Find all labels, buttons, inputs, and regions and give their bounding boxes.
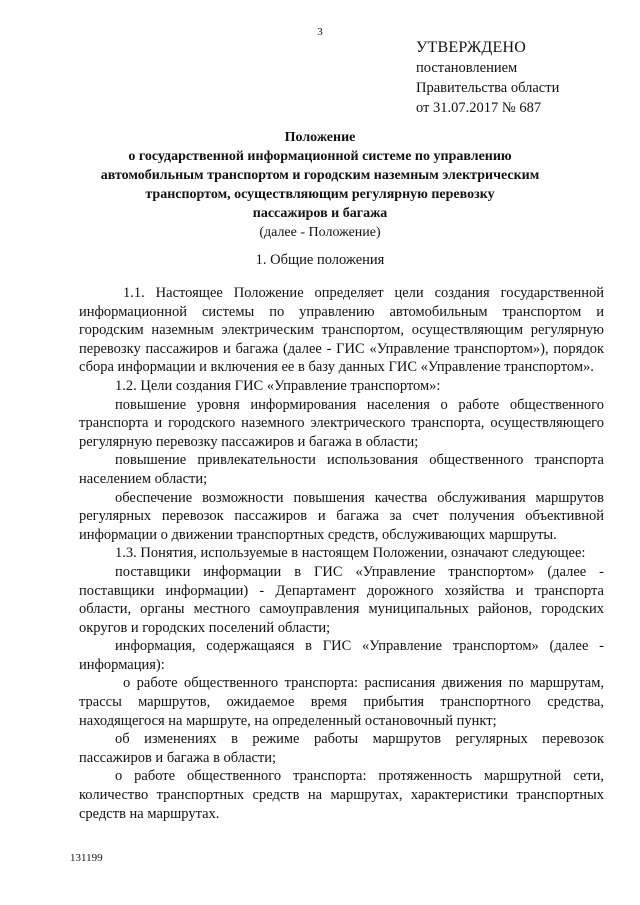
document-subtitle-line-3: транспортом, осуществляющим регулярную перевозку — [145, 187, 495, 202]
paragraph-1-2: 1.2. Цели создания ГИС «Управление транспортом»: — [115, 377, 441, 394]
paragraph-info-schedules: о работе общественного транспорта: расписания движения по маршрутам, трассы маршрутов, ожидаемое время прибытия транспортного средства, находящегося на маршруте, на определенный остановочный пункт; — [79, 675, 604, 729]
footer-code: 131199 — [70, 852, 103, 864]
paragraph-1-3: 1.3. Понятия, используемые в настоящем Положении, означают следующее: — [115, 545, 586, 562]
document-body — [79, 284, 604, 823]
approval-line-date: от 31.07.2017 № 687 — [416, 100, 542, 116]
paragraph-definition-information: информация, содержащаяся в ГИС «Управление транспортом» (далее - информация): — [79, 638, 604, 673]
approval-line-government: Правительства области — [416, 80, 560, 96]
paragraph-info-changes: об изменениях в режиме работы маршрутов регулярных перевозок пассажиров и багажа в области; — [79, 731, 604, 766]
document-title-block — [90, 128, 550, 242]
paragraph-goal-3: обеспечение возможности повышения качества обслуживания маршрутов регулярных перевозок пассажиров и багажа за счет получения объективной информации о движении транспортных средств, обслуживающих маршруты. — [79, 489, 604, 543]
document-short-name: (далее - Положение) — [259, 225, 381, 240]
document-subtitle-line-2: автомобильным транспортом и городским наземным электрическим — [100, 168, 540, 183]
paragraph-info-network: о работе общественного транспорта: протяженность маршрутной сети, количество транспортных средств на маршрутах, характеристики транспортных средств на маршрутах. — [79, 768, 604, 822]
paragraph-goal-2: повышение привлекательности использования общественного транспорта населением области; — [79, 452, 604, 487]
approval-title: УТВЕРЖДЕНО — [416, 39, 527, 56]
approval-line-resolution: постановлением — [416, 60, 518, 76]
document-subtitle-line-4: пассажиров и багажа — [252, 206, 388, 221]
page-number: 3 — [317, 26, 323, 38]
paragraph-definition-suppliers: поставщики информации в ГИС «Управление транспортом» (далее - поставщики информации) - Департамент дорожного хозяйства и транспорта области, органы местного самоуправления муниципальных районов, городских округов и городских поселений области; — [79, 563, 604, 636]
approval-stamp — [416, 38, 559, 118]
document-title: Положение — [284, 130, 356, 145]
paragraph-goal-1: повышение уровня информирования населения о работе общественного транспорта и городского наземного электрического транспорта, осуществляющего регулярную перевозку пассажиров и багажа в области; — [79, 396, 604, 450]
paragraph-1-1: 1.1. Настоящее Положение определяет цели создания государственной информационной системы по управлению автомобильным транспортом и городским наземным электрическим транспортом, осуществляющим регулярную перевозку пассажиров и багажа (далее - ГИС «Управление транспортом»), порядок сбора информации и включения ее в базу данных ГИС «Управление транспортом». — [79, 285, 604, 376]
document-subtitle-line-1: о государственной информационной системе по управлению — [128, 149, 512, 164]
section-heading: 1. Общие положения — [255, 252, 385, 268]
